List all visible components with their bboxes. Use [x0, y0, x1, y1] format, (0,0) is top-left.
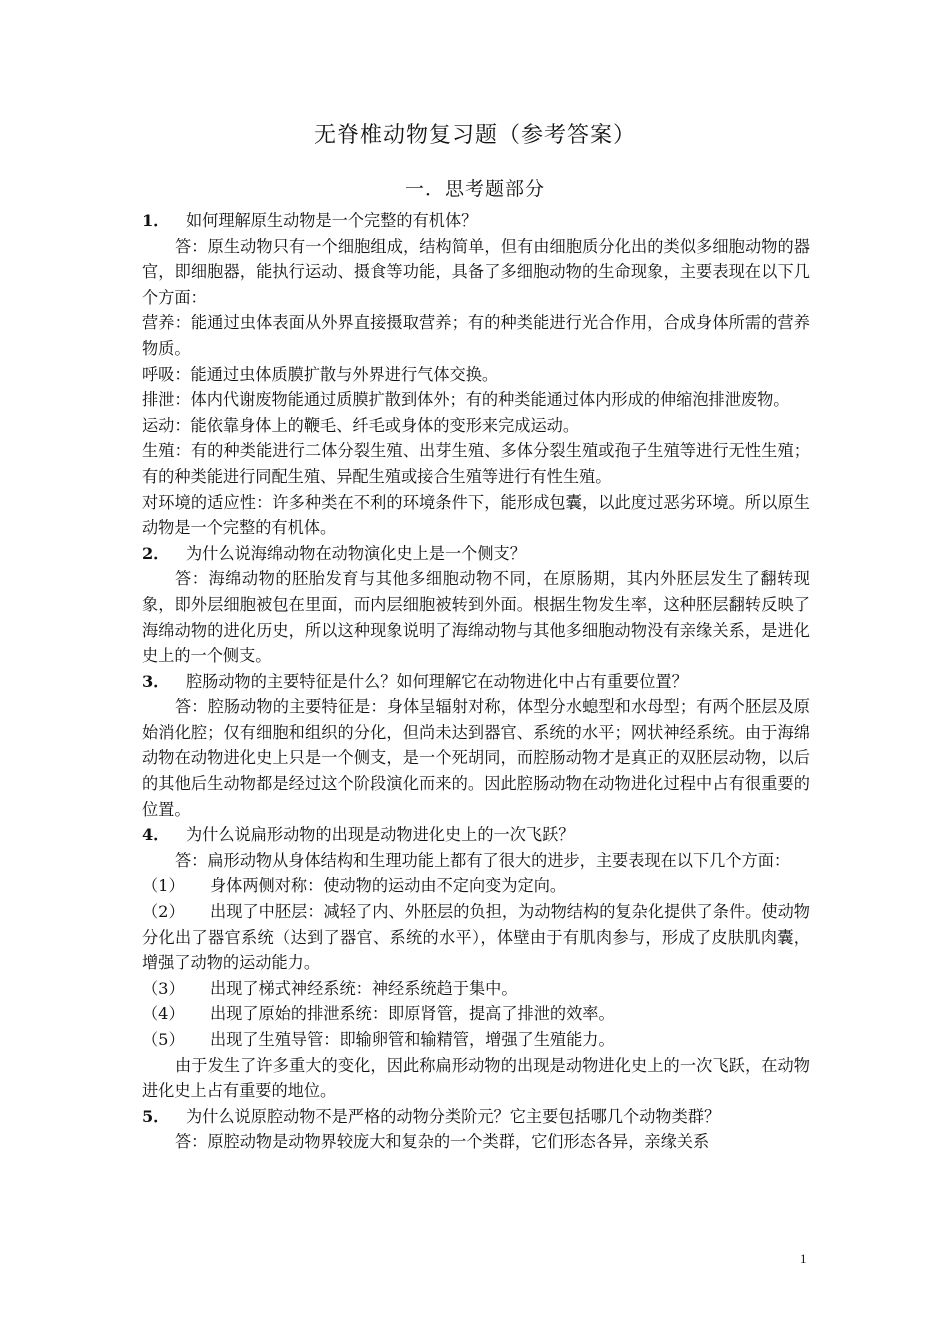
item-text: 出现了中胚层：减轻了内、外胚层的负担，为动物结构的复杂化提供了条件。使动物分化出了器官系统（达到了器官、系统的水平），体壁由于有肌肉参与，形成了皮肤肌肉囊，增强了动物的运动能力。 — [142, 902, 810, 973]
question-text: 如何理解原生动物是一个完整的有机体？ — [186, 211, 478, 230]
answer-item — [142, 899, 810, 976]
answer-paragraph: 答：腔肠动物的主要特征是：身体呈辐射对称，体型分水螅型和水母型；有两个胚层及原始消化腔；仅有细胞和组织的分化，但尚未达到器官、系统的水平；网状神经系统。由于海绵动物在动物进化史上只是一个侧支，是一个死胡同，而腔肠动物才是真正的双胚层动物，以后的其他后生动物都是经过这个阶段演化而来的。因此腔肠动物在动物进化过程中占有很重要的位置。 — [142, 697, 810, 819]
answer-item — [142, 1001, 810, 1027]
question-text: 为什么说扁形动物的出现是动物进化史上的一次飞跃？ — [186, 825, 575, 845]
item-number: （3） — [142, 978, 185, 998]
item-number: （4） — [142, 1004, 185, 1024]
answer-paragraph: 答：原生动物只有一个细胞组成，结构简单，但有由细胞质分化出的类似多细胞动物的器官，即细胞器，能执行运动、摄食等功能，具备了多细胞动物的生命现象，主要表现在以下几个方面： — [142, 236, 810, 307]
page-title: 无脊椎动物复习题（参考答案） — [313, 123, 636, 148]
item-text: 身体两侧对称：使动物的运动由不定向变为定向。 — [210, 876, 567, 896]
question-5 — [142, 1104, 810, 1130]
item-number: （1） — [142, 876, 185, 896]
answer-point: 排泄：体内代谢废物能通过质膜扩散到体外；有的种类能通过体内形成的伸缩泡排泄废物。 — [142, 390, 790, 410]
answer-point: 生殖：有的种类能进行二体分裂生殖、出芽生殖、多体分裂生殖或孢子生殖等进行无性生殖；有的种类能进行同配生殖、异配生殖或接合生殖等进行有性生殖。 — [142, 441, 810, 486]
question-2 — [142, 541, 810, 567]
page-number: 1 — [800, 1251, 807, 1266]
question-text: 为什么说原腔动物不是严格的动物分类阶元？它主要包括哪几个动物类群？ — [186, 1106, 721, 1126]
item-text: 出现了原始的排泄系统：即原肾管，提高了排泄的效率。 — [210, 1004, 615, 1024]
question-text: 为什么说海绵动物在动物演化史上是一个侧支？ — [186, 543, 526, 563]
question-text: 腔肠动物的主要特征是什么？如何理解它在动物进化中占有重要位置？ — [186, 671, 688, 691]
answer-paragraph: 答：扁形动物从身体结构和生理功能上都有了很大的进步，主要表现在以下几个方面： — [175, 850, 791, 870]
document-body — [142, 208, 810, 1155]
item-number: （5） — [142, 1030, 185, 1049]
answer-point: 运动：能依靠身体上的鞭毛、纤毛或身体的变形来完成运动。 — [142, 415, 580, 435]
answer-conclusion: 由于发生了许多重大的变化，因此称扁形动物的出现是动物进化史上的一次飞跃，在动物进化史上占有重要的地位。 — [142, 1055, 810, 1101]
question-number: 2． — [142, 543, 170, 563]
answer-point: 营养：能通过虫体表面从外界直接摄取营养；有的种类能进行光合作用，合成身体所需的营养物质。 — [142, 313, 810, 358]
answer-item — [142, 976, 810, 1002]
section-heading: 一．思考题部分 — [404, 178, 545, 200]
question-1 — [142, 208, 810, 234]
answer-item — [142, 873, 810, 899]
answer-point: 对环境的适应性：许多种类在不利的环境条件下，能形成包囊，以此度过恶劣环境。所以原生动物是一个完整的有机体。 — [142, 492, 810, 538]
question-number: 4． — [142, 825, 170, 845]
item-number: （2） — [142, 902, 185, 922]
question-4 — [142, 822, 810, 848]
question-number: 5． — [142, 1106, 170, 1126]
answer-point: 呼吸：能通过虫体质膜扩散与外界进行气体交换。 — [142, 364, 499, 384]
item-text: 出现了梯式神经系统：神经系统趋于集中。 — [210, 978, 518, 998]
question-number: 1． — [142, 211, 170, 230]
answer-item — [142, 1027, 810, 1053]
question-3 — [142, 669, 810, 695]
item-text: 出现了生殖导管：即输卵管和输精管，增强了生殖能力。 — [210, 1030, 615, 1049]
answer-paragraph: 答：海绵动物的胚胎发育与其他多细胞动物不同，在原肠期，其内外胚层发生了翻转现象，即外层细胞被包在里面，而内层细胞被转到外面。根据生物发生率，这种胚层翻转反映了海绵动物的进化历史，所以这种现象说明了海绵动物与其他多细胞动物没有亲缘关系，是进化史上的一个侧支。 — [142, 569, 810, 666]
question-number: 3． — [142, 671, 170, 691]
answer-paragraph: 答：原腔动物是动物界较庞大和复杂的一个类群，它们形态各异，亲缘关系 — [175, 1132, 710, 1152]
